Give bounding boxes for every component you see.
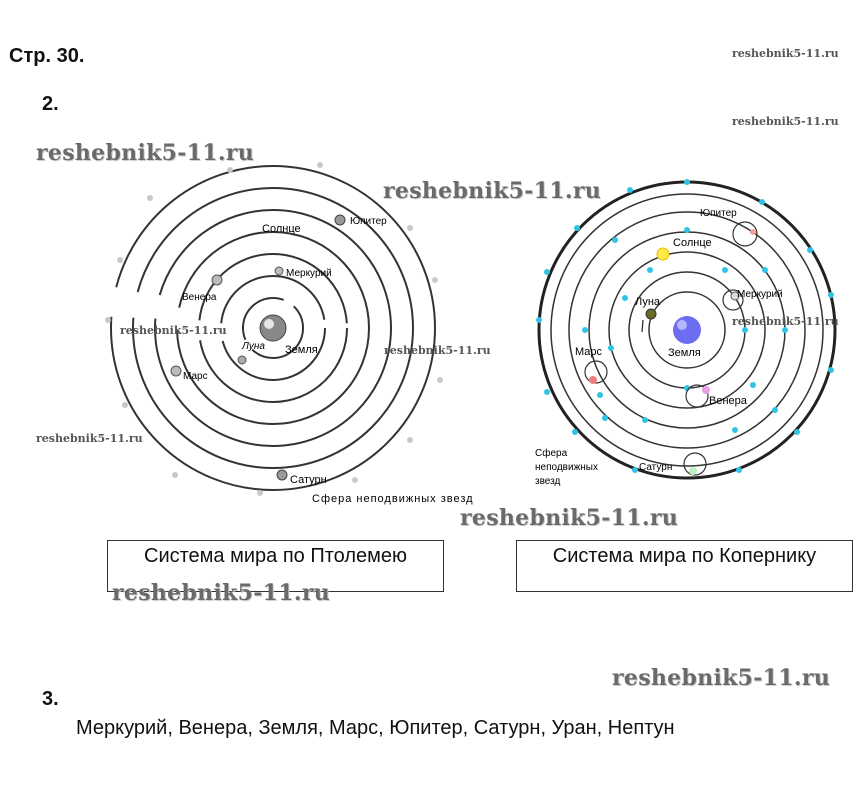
copernicus-saturn-marker: [689, 467, 697, 475]
ptolemy-moon-marker: [238, 356, 246, 364]
ptolemy-mars-marker: [171, 366, 181, 376]
ptolemy-saturn-label: Сатурн: [290, 474, 327, 486]
watermark: reshebnik5-11.ru: [120, 324, 227, 337]
ptolemy-caption: Система мира по Птолемею: [107, 540, 444, 592]
watermark: reshebnik5-11.ru: [36, 432, 143, 445]
watermark: reshebnik5-11.ru: [732, 115, 839, 128]
copernicus-sun-label: Солнце: [673, 237, 712, 249]
copernicus-saturn-label: Сатурн: [639, 462, 673, 473]
copernicus-sphere-label-1: Сфера: [535, 448, 568, 459]
watermark: reshebnik5-11.ru: [383, 178, 602, 204]
copernicus-moon-label: Луна: [635, 296, 661, 308]
ptolemy-venus-marker: [212, 275, 222, 285]
copernicus-sphere-label-3: звезд: [535, 476, 561, 487]
copernicus-mercury-label: Меркурий: [737, 289, 783, 300]
copernicus-venus-label: Венера: [709, 395, 747, 407]
ptolemy-mercury-label: Меркурий: [286, 268, 332, 279]
ptolemy-mercury-marker: [275, 267, 283, 275]
watermark: reshebnik5-11.ru: [732, 315, 839, 328]
watermark: reshebnik5-11.ru: [460, 505, 679, 531]
ptolemy-saturn-marker: [277, 470, 287, 480]
task-2-number: 2.: [42, 93, 59, 115]
watermark: reshebnik5-11.ru: [384, 344, 491, 357]
copernicus-sun-center: [673, 316, 701, 344]
ptolemy-sun-label: Солнце: [262, 223, 301, 235]
ptolemy-jupiter-marker: [335, 215, 345, 225]
task-3-answer: Меркурий, Венера, Земля, Марс, Юпитер, Сатурн, Уран, Нептун: [76, 717, 675, 739]
watermark: reshebnik5-11.ru: [732, 47, 839, 60]
watermark: reshebnik5-11.ru: [112, 580, 331, 606]
copernicus-mars-marker: [589, 376, 597, 384]
copernicus-earth-label: Земля: [668, 347, 701, 359]
ptolemy-earth-label: Земля: [285, 344, 318, 356]
copernicus-moon-arrow: [642, 320, 643, 332]
watermark: reshebnik5-11.ru: [36, 140, 255, 166]
ptolemy-jupiter-label: Юпитер: [350, 216, 387, 227]
copernicus-sphere-label-2: неподвижных: [535, 462, 598, 473]
task-3-number: 3.: [42, 688, 59, 710]
copernicus-venus-marker: [702, 386, 710, 394]
ptolemy-earth-marker: [260, 315, 286, 341]
copernicus-jupiter-marker: [750, 229, 756, 235]
ptolemy-sphere-label: Сфера неподвижных звезд: [312, 493, 474, 505]
copernicus-moon-marker: [646, 309, 656, 319]
copernicus-mars-label: Марс: [575, 346, 603, 358]
ptolemy-mars-label: Марс: [183, 371, 208, 382]
watermark: reshebnik5-11.ru: [612, 665, 831, 691]
copernicus-caption: Система мира по Копернику: [516, 540, 853, 592]
page-label: Стр. 30.: [9, 45, 85, 67]
copernicus-jupiter-label: Юпитер: [700, 208, 737, 219]
copernicus-sun-marker: [657, 248, 669, 260]
ptolemy-venus-label: Венера: [182, 292, 217, 303]
copernicus-diagram: [525, 170, 845, 500]
ptolemy-moon-label: Луна: [242, 341, 265, 352]
